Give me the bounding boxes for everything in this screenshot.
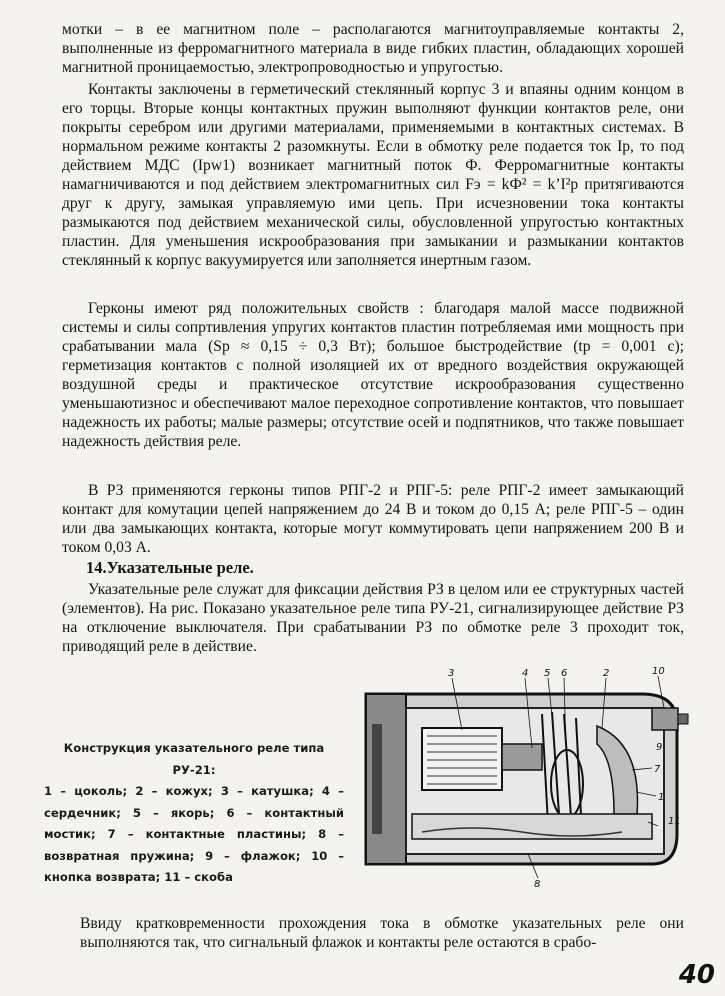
section-title: 14.Указательные реле.: [86, 558, 254, 577]
paragraph-reed-contacts: [62, 80, 684, 270]
paragraph-reed-advantages: [62, 299, 684, 451]
figure-label-1: 1: [658, 792, 665, 803]
paragraph-intro-text: мотки – в ее магнитном поле – располагаются магнитоуправляемые контакты 2, выполненные из ферромагнитного материала в виде гибких пластин, обладающих хорошей магнитной проницаемостью, электропроводностью и упругостью.: [62, 21, 684, 76]
relay-core: [502, 744, 542, 770]
relay-reset-button: [652, 708, 678, 730]
relay-coil: [422, 728, 502, 790]
figure-label-2: 2: [603, 668, 610, 679]
relay-bracket: [412, 814, 652, 839]
figure-label-5: 5: [544, 668, 551, 679]
relay-figure: [352, 664, 692, 890]
figure-label-9: 9: [656, 742, 663, 753]
paragraph-indicator-continued-text: Ввиду кратковременности прохождения тока в обмотке указательных реле они выполняются так, что сигнальный флажок и контакты реле остаются в срабо-: [80, 915, 684, 951]
paragraph-reed-advantages-text: Герконы имеют ряд положительных свойств : благодаря малой массе подвижной системы и силы сопртивления упругих контактов пластин потребляемая ими мощность при срабатывании мала (Sp ≈ 0,15 ÷ 0,3 Вт); большое быстродействие (tp = 0,001 с); герметизация контактов с полной изоляцией их от вредного воздействия окружающей воздушной среды и практическое отсутствие искрообразования существенно уменьшаютизнос и обеспечивают малое переходное сопротивление контактов, что повышает надежность их работы; малые размеры; отсутствие осей и подпятников, что также повышает надежность действия реле.: [62, 300, 684, 450]
figure-label-8: 8: [534, 879, 541, 890]
figure-label-10: 10: [652, 666, 665, 677]
paragraph-reed-types: [62, 481, 684, 557]
paragraph-indicator-relays-text: Указательные реле служат для фиксации действия РЗ в целом или ее структурных частей (элементов). На рис. Показано указательное реле типа РУ-21, сигнализирующее действие РЗ на отключение выключателя. При срабатывании РЗ по обмотке реле 3 проходит ток, приводящий реле в действие.: [62, 581, 684, 655]
paragraph-reed-types-text: В РЗ применяются герконы типов РПГ-2 и РПГ-5: реле РПГ-2 имеет замыкающий контакт для комутации цепей напряжением до 24 В и током до 0,15 А; реле РПГ-5 – один или два замыкающих контакта, которые могут коммутировать цепи напряжением 200 В и током 0,03 А.: [62, 482, 684, 556]
paragraph-indicator-continued: [80, 914, 684, 952]
figure-label-4: 4: [522, 668, 529, 679]
figure-caption: [44, 738, 344, 889]
figure-caption-title: Конструкция указательного реле типа РУ-21:: [63, 741, 325, 777]
paragraph-indicator-relays: [62, 580, 684, 656]
paragraph-intro: [62, 20, 684, 77]
page-number: 40: [678, 960, 715, 990]
paragraph-reed-contacts-text: Контакты заключены в герметический стеклянный корпус 3 и впаяны одним концом в его торцы. Вторые концы контактных пружин выполняют функции контактов реле, они покрыты серебром или другими материалами, применяемыми в контактных системах. В нормальном режиме контакты 2 разомкнуты. Если в обмотку реле подается ток Ip, то под действием МДС (Ipw1) возникает магнитный поток Ф. Ферромагнитные контакты намагничиваются и под действием электромагнитных сил Fэ = kФ² = k’I²p притягиваются друг к другу, замыкая управляемую ими цепь. При исчезновении тока контакты размыкаются под действием механической силы, обусловленной упругостью контактных пластин. Для уменьшения искрообразования при замыкании и размыкании контактов стеклянный к корпус вакуумируется или заполняется инертным газом.: [62, 81, 684, 269]
figure-label-6: 6: [561, 668, 568, 679]
figure-caption-legend: 1 – цоколь; 2 – кожух; 3 – катушка; 4 – сердечник; 5 – якорь; 6 – контактный мостик; 7 – контактные пластины; 8 – возвратная пружина; 9 – флажок; 10 – кнопка возврата; 11 – скоба: [44, 784, 344, 884]
figure-label-11: 11: [668, 816, 681, 827]
figure-label-3: 3: [448, 668, 455, 679]
figure-label-7: 7: [654, 764, 661, 775]
